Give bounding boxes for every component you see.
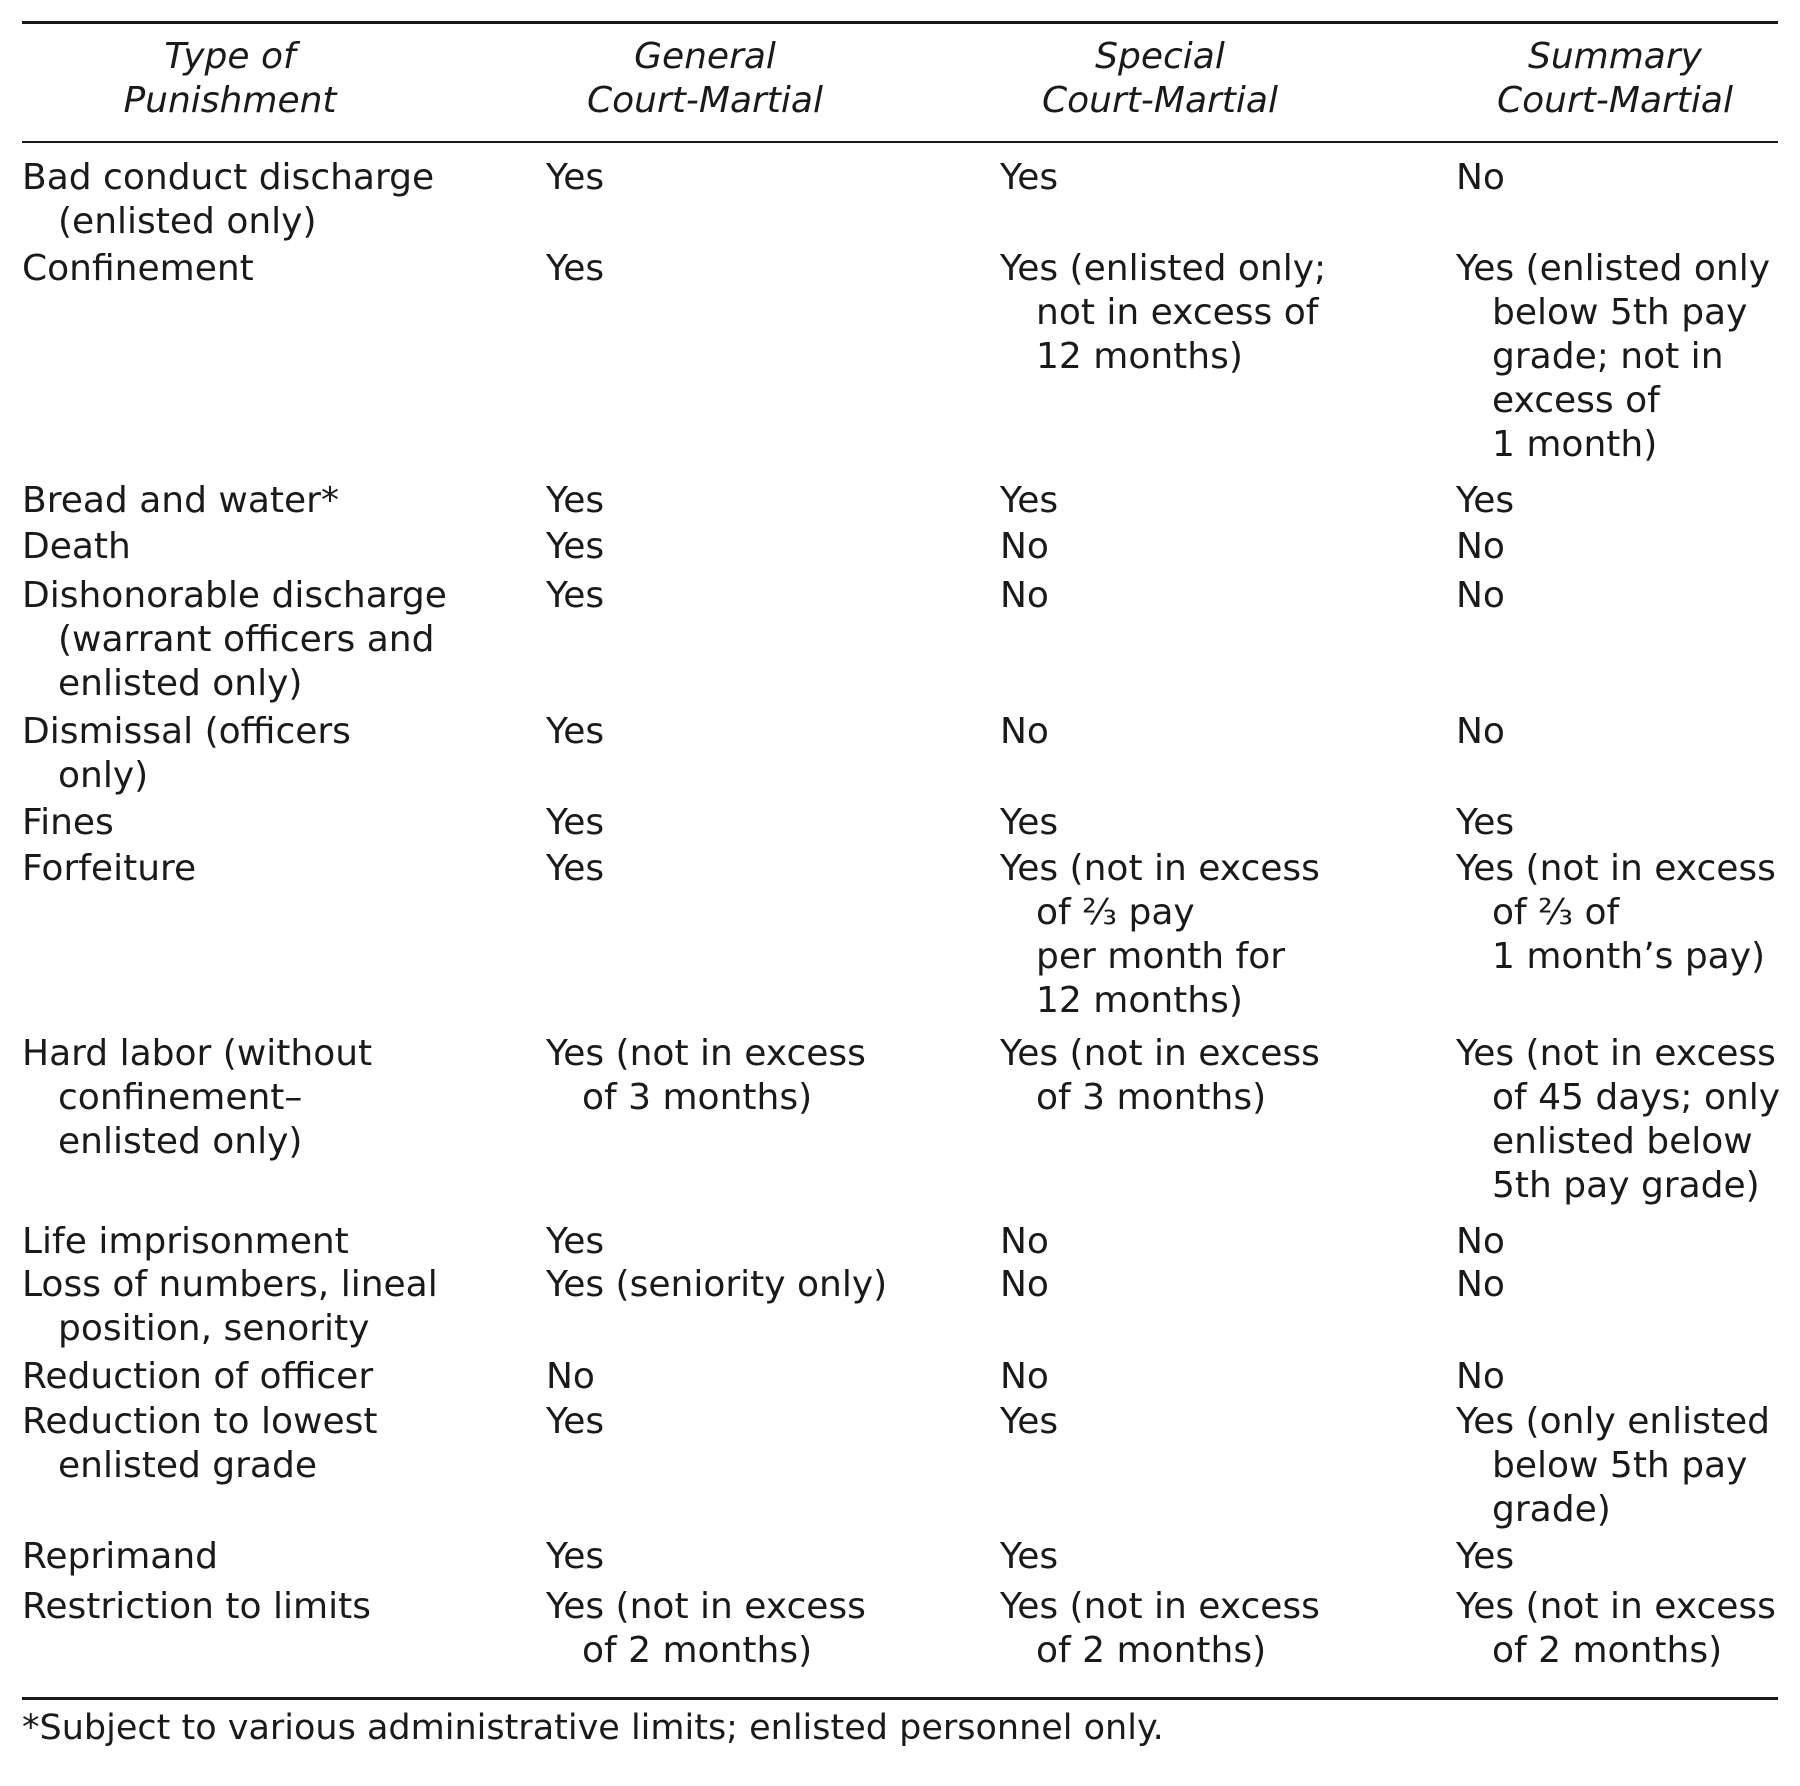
cell-line: Yes (not in excess xyxy=(1456,848,1776,889)
cell-line: 1 month’s pay) xyxy=(1492,936,1766,977)
cell-line: No xyxy=(1456,575,1505,616)
cell-special xyxy=(1000,1400,1058,1444)
cell-summary xyxy=(1456,525,1505,569)
cell-line: of 3 months) xyxy=(582,1077,813,1118)
cell-line: of 3 months) xyxy=(1036,1077,1267,1118)
cell-punishment-type xyxy=(22,479,339,523)
cell-special xyxy=(1000,1263,1049,1307)
cell-special xyxy=(1000,1355,1049,1399)
cell-line: No xyxy=(1000,1221,1049,1262)
cell-special xyxy=(1000,247,1326,379)
cell-line: No xyxy=(1456,157,1505,198)
cell-punishment-type xyxy=(22,247,254,291)
cell-line: Reduction of officer xyxy=(22,1356,374,1397)
cell-line: Yes xyxy=(546,848,605,889)
cell-summary xyxy=(1456,1535,1514,1579)
cell-line: 1 month) xyxy=(1492,424,1658,465)
header-line: Summary xyxy=(1528,36,1702,77)
cell-punishment-type xyxy=(22,1585,371,1629)
cell-line: excess of xyxy=(1492,380,1660,421)
cell-line: confinement– xyxy=(58,1077,303,1118)
cell-line: Yes (not in excess xyxy=(546,1033,866,1074)
cell-line: Yes (enlisted only; xyxy=(1000,248,1327,289)
cell-line: enlisted only) xyxy=(58,1121,303,1162)
cell-general xyxy=(546,710,604,754)
cell-line: Reduction to lowest xyxy=(22,1401,378,1442)
cell-line: enlisted below xyxy=(1492,1121,1753,1162)
cell-line: Yes xyxy=(546,157,605,198)
cell-line: Yes xyxy=(546,575,605,616)
header-line: Special xyxy=(1095,36,1225,77)
cell-line: Yes (not in excess xyxy=(546,1586,866,1627)
cell-line: Death xyxy=(22,526,131,567)
cell-summary xyxy=(1456,247,1770,467)
cell-punishment-type xyxy=(22,1263,438,1351)
cell-line: Bad conduct discharge xyxy=(22,157,435,198)
cell-line: Yes xyxy=(1456,1536,1515,1577)
table-bottom-rule xyxy=(22,1697,1778,1700)
cell-summary xyxy=(1456,801,1514,845)
cell-line: Forfeiture xyxy=(22,848,197,889)
cell-line: No xyxy=(1000,711,1049,752)
cell-line: of ⅔ of xyxy=(1492,892,1620,933)
cell-summary xyxy=(1456,1400,1770,1532)
cell-line: Dismissal (officers xyxy=(22,711,351,752)
cell-punishment-type xyxy=(22,1032,372,1164)
cell-special xyxy=(1000,1032,1320,1120)
cell-general xyxy=(546,847,604,891)
header-line: Court-Martial xyxy=(1497,80,1733,121)
cell-line: No xyxy=(1456,1264,1505,1305)
cell-punishment-type xyxy=(22,525,131,569)
cell-general xyxy=(546,479,604,523)
cell-special xyxy=(1000,156,1058,200)
cell-line: Life imprisonment xyxy=(22,1221,349,1262)
cell-line: Yes (seniority only) xyxy=(546,1264,888,1305)
cell-general xyxy=(546,574,604,618)
cell-line: Yes xyxy=(1456,802,1515,843)
cell-line: Restriction to limits xyxy=(22,1586,371,1627)
header-line: Punishment xyxy=(123,80,337,121)
cell-line: Yes xyxy=(546,1401,605,1442)
cell-punishment-type xyxy=(22,574,447,706)
cell-line: No xyxy=(1000,1356,1049,1397)
cell-line: Hard labor (without xyxy=(22,1033,373,1074)
cell-line: No xyxy=(1456,711,1505,752)
cell-general xyxy=(546,801,604,845)
header-line: Type of xyxy=(164,36,296,77)
cell-summary xyxy=(1456,1220,1505,1264)
cell-line: Yes xyxy=(1000,480,1059,521)
cell-line: Yes (not in excess xyxy=(1456,1586,1776,1627)
cell-line: Yes xyxy=(546,526,605,567)
cell-line: grade) xyxy=(1492,1489,1611,1530)
cell-general xyxy=(546,1585,866,1673)
cell-summary xyxy=(1456,1032,1780,1208)
cell-line: not in excess of xyxy=(1036,292,1319,333)
cell-line: position, senority xyxy=(58,1308,370,1349)
cell-summary xyxy=(1456,1585,1776,1673)
cell-line: Loss of numbers, lineal xyxy=(22,1264,438,1305)
cell-line: No xyxy=(1456,1356,1505,1397)
cell-line: 12 months) xyxy=(1036,980,1243,1021)
cell-line: below 5th pay xyxy=(1492,292,1748,333)
cell-line: No xyxy=(1456,526,1505,567)
cell-line: Yes (not in excess xyxy=(1000,848,1320,889)
cell-special xyxy=(1000,1535,1058,1579)
cell-line: Reprimand xyxy=(22,1536,218,1577)
header-special-court-martial xyxy=(1010,35,1310,123)
header-summary-court-martial xyxy=(1465,35,1765,123)
cell-general xyxy=(546,1400,604,1444)
cell-line: Yes xyxy=(546,1536,605,1577)
cell-punishment-type xyxy=(22,1220,349,1264)
cell-line: Yes xyxy=(1456,480,1515,521)
header-line: Court-Martial xyxy=(587,80,823,121)
cell-punishment-type xyxy=(22,156,434,244)
header-general-court-martial xyxy=(555,35,855,123)
cell-summary xyxy=(1456,847,1776,979)
cell-summary xyxy=(1456,1355,1505,1399)
cell-general xyxy=(546,156,604,200)
cell-line: Yes xyxy=(546,1221,605,1262)
cell-general xyxy=(546,1355,595,1399)
cell-line: No xyxy=(1000,1264,1049,1305)
cell-punishment-type xyxy=(22,1400,377,1488)
cell-line: 12 months) xyxy=(1036,336,1243,377)
cell-line: enlisted only) xyxy=(58,663,303,704)
cell-line: Yes xyxy=(546,711,605,752)
cell-line: enlisted grade xyxy=(58,1445,317,1486)
cell-line: 5th pay grade) xyxy=(1492,1165,1760,1206)
cell-line: grade; not in xyxy=(1492,336,1724,377)
cell-line: Yes (not in excess xyxy=(1456,1033,1776,1074)
cell-line: of 2 months) xyxy=(1492,1630,1723,1671)
cell-line: Yes xyxy=(546,480,605,521)
table-top-rule xyxy=(22,21,1778,24)
cell-punishment-type xyxy=(22,1355,373,1399)
cell-line: Yes (not in excess xyxy=(1000,1033,1320,1074)
cell-punishment-type xyxy=(22,710,351,798)
cell-line: per month for xyxy=(1036,936,1286,977)
cell-special xyxy=(1000,1220,1049,1264)
cell-special xyxy=(1000,525,1049,569)
footnote: *Subject to various administrative limits; enlisted personnel only. xyxy=(22,1708,1164,1748)
cell-general xyxy=(546,1032,866,1120)
cell-line: of 45 days; only xyxy=(1492,1077,1781,1118)
cell-summary xyxy=(1456,1263,1505,1307)
cell-summary xyxy=(1456,574,1505,618)
cell-line: Bread and water* xyxy=(22,480,339,521)
cell-line: (enlisted only) xyxy=(58,201,317,242)
cell-general xyxy=(546,1220,604,1264)
cell-line: Yes (enlisted only xyxy=(1456,248,1771,289)
cell-line: Yes xyxy=(546,802,605,843)
cell-line: No xyxy=(1456,1221,1505,1262)
header-type-of-punishment xyxy=(100,35,360,123)
cell-line: Confinement xyxy=(22,248,254,289)
cell-line: (warrant officers and xyxy=(58,619,435,660)
cell-special xyxy=(1000,574,1049,618)
header-rule xyxy=(22,141,1778,143)
cell-line: No xyxy=(546,1356,595,1397)
header-line: General xyxy=(634,36,776,77)
cell-line: only) xyxy=(58,755,149,796)
cell-line: Yes (not in excess xyxy=(1000,1586,1320,1627)
cell-summary xyxy=(1456,710,1505,754)
cell-general xyxy=(546,247,604,291)
cell-line: Yes xyxy=(1000,1536,1059,1577)
cell-special xyxy=(1000,847,1320,1023)
cell-line: of 2 months) xyxy=(582,1630,813,1671)
cell-summary xyxy=(1456,156,1505,200)
cell-line: Yes xyxy=(1000,1401,1059,1442)
cell-special xyxy=(1000,801,1058,845)
cell-line: Yes (only enlisted xyxy=(1456,1401,1771,1442)
cell-line: of ⅔ pay xyxy=(1036,892,1195,933)
cell-line: of 2 months) xyxy=(1036,1630,1267,1671)
cell-punishment-type xyxy=(22,801,114,845)
cell-punishment-type xyxy=(22,847,196,891)
cell-line: below 5th pay xyxy=(1492,1445,1748,1486)
cell-special xyxy=(1000,710,1049,754)
cell-summary xyxy=(1456,479,1514,523)
header-line: Court-Martial xyxy=(1042,80,1278,121)
cell-line: Yes xyxy=(546,248,605,289)
cell-general xyxy=(546,525,604,569)
cell-line: Dishonorable discharge xyxy=(22,575,447,616)
cell-general xyxy=(546,1535,604,1579)
cell-line: Yes xyxy=(1000,157,1059,198)
cell-special xyxy=(1000,479,1058,523)
cell-special xyxy=(1000,1585,1320,1673)
cell-general xyxy=(546,1263,887,1307)
cell-line: Yes xyxy=(1000,802,1059,843)
cell-punishment-type xyxy=(22,1535,218,1579)
cell-line: Fines xyxy=(22,802,114,843)
cell-line: No xyxy=(1000,526,1049,567)
cell-line: No xyxy=(1000,575,1049,616)
